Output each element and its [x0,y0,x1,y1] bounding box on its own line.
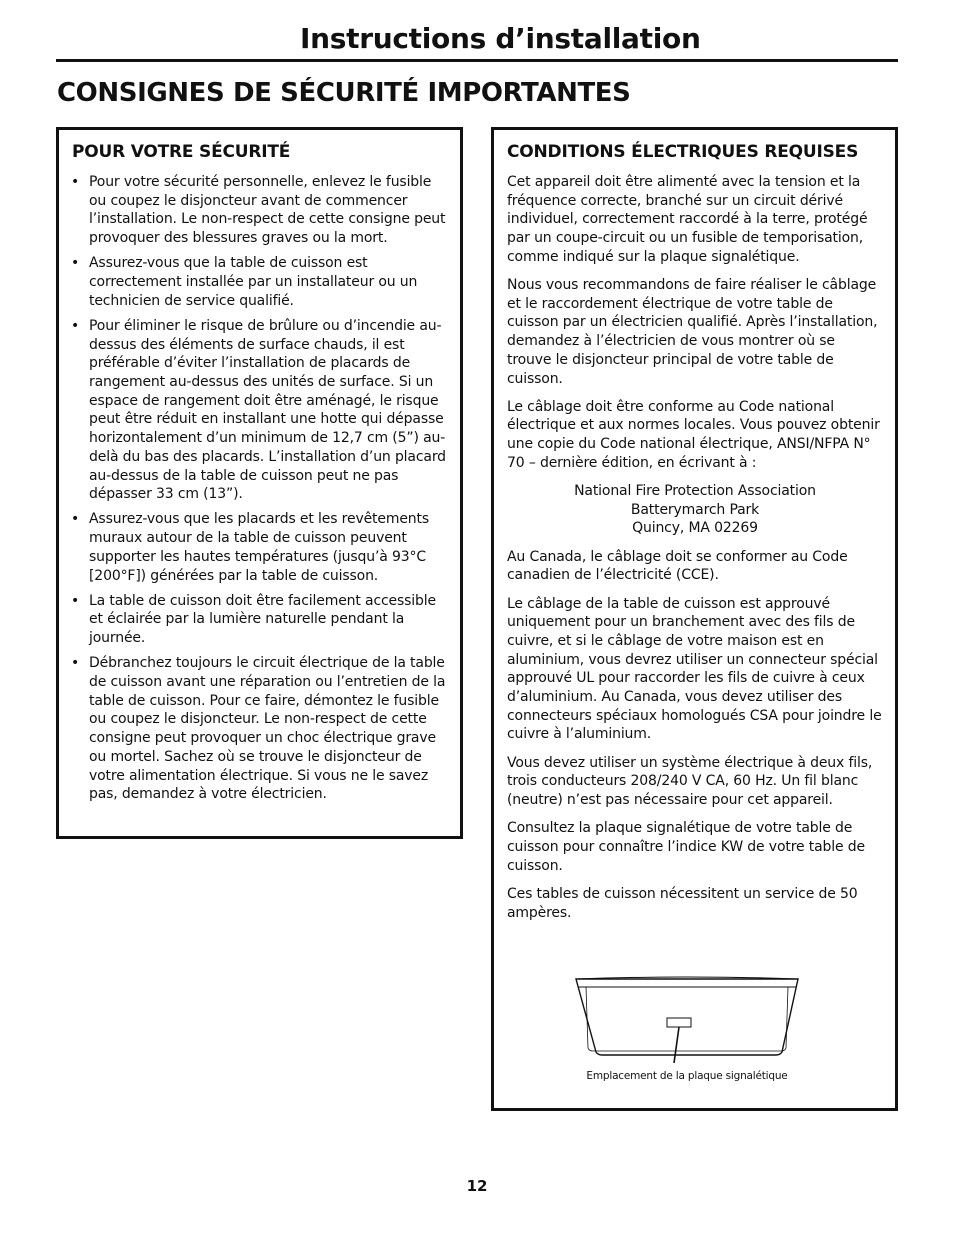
diagram-caption: Emplacement de la plaque signalétique [586,1070,788,1082]
safety-bullet: • Assurez-vous que les placards et les revêtements muraux autour de la table de cuisson peuvent supporter les hautes températures (jusqu’à 93°C [200°F]) générées par la table de cuisson. [71,510,451,585]
electrical-paragraph: Consultez la plaque signalétique de votre table de cuisson pour connaître l’indice KW de votre table de cuisson. [507,820,865,874]
electrical-paragraph: Au Canada, le câblage doit se conformer au Code canadien de l’électricité (CCE). [507,548,848,584]
safety-bullet-list [71,173,451,811]
header-rule [56,59,898,62]
electrical-paragraph: Le câblage doit être conforme au Code national électrique et aux normes locales. Vous pouvez obtenir une copie du Code national électrique, ANSI/NFPA N° 70 – dernière édition, en écrivant à : [507,398,880,471]
address-line: National Fire Protection Association [574,483,816,500]
nfpa-address [507,482,883,538]
safety-bullet: • La table de cuisson doit être facilement accessible et éclairée par la lumière naturelle pendant la journée. [71,592,451,648]
page-number: 12 [466,1177,488,1195]
header-title: Instructions d’installation [300,22,701,55]
electrical-paragraph: Le câblage de la table de cuisson est approuvé uniquement pour un branchement avec des fils de cuivre, et si le câblage de votre maison est en aluminium, vous devrez utiliser un connecteur spécial approuvé UL pour raccorder les fils de cuivre à ceux d’aluminium. Au Canada, vous devez utiliser des connecteurs spéciaux homologués CSA pour joindre le cuivre à l’aluminium. [507,595,882,743]
page-heading: CONSIGNES DE SÉCURITÉ IMPORTANTES [57,78,631,108]
electrical-box [491,127,898,1111]
electrical-paragraph: Vous devez utiliser un système électrique à deux fils, trois conducteurs 208/240 V CA, 60 Hz. Un fil blanc (neutre) n’est pas nécessaire pour cet appareil. [507,754,873,809]
electrical-box-title: CONDITIONS ÉLECTRIQUES REQUISES [507,142,859,162]
safety-box-title: POUR VOTRE SÉCURITÉ [72,142,291,162]
safety-bullet: • Assurez-vous que la table de cuisson est correctement installée par un installateur ou un technicien de service qualifié. [71,254,451,310]
address-line: Batterymarch Park [630,501,760,518]
safety-bullet: • Pour éliminer le risque de brûlure ou d’incendie au-dessus des éléments de surface chauds, il est préférable d’éviter l’installation de placards de rangement au-dessus des unités de surface. Si un espace de rangement doit être aménagé, le risque peut être réduit en installant une hotte qui dépasse horizontalement d’un minimum de 12,7 cm (5”) au-delà du bas des placards. L’installation d’un placard au-dessus de la table de cuisson peut ne pas dépasser 33 cm (13”). [71,317,451,504]
electrical-body [507,173,883,932]
safety-box [56,127,463,839]
address-line: Quincy, MA 02269 [632,520,758,537]
safety-bullet: • Débranchez toujours le circuit électrique de la table de cuisson avant une réparation ou l’entretien de la table de cuisson. Pour ce faire, démontez le fusible ou coupez le disjoncteur. Le non-respect de cette consigne peut provoquer un choc électrique grave ou mortel. Sachez où se trouve le disjoncteur de votre alimentation électrique. Si vous ne le savez pas, demandez à votre électricien. [71,654,451,804]
electrical-paragraph: Ces tables de cuisson nécessitent un service de 50 ampères. [507,885,858,921]
electrical-paragraph: Nous vous recommandons de faire réaliser le câblage et le raccordement électrique de votre table de cuisson par un électricien qualifié. Après l’installation, demandez à l’électricien de vous montrer où se trouve le disjoncteur principal de votre table de cuisson. [507,277,878,387]
safety-bullet: • Pour votre sécurité personnelle, enlevez le fusible ou coupez le disjoncteur avant de commencer l’installation. Le non-respect de cette consigne peut provoquer des blessures graves ou la mort. [71,173,451,248]
electrical-paragraph: Cet appareil doit être alimenté avec la tension et la fréquence correcte, branché sur un circuit dérivé individuel, correctement raccordé à la terre, protégé par un coupe-circuit ou un fusible de temporisation, comme indiqué sur la plaque signalétique. [507,174,868,265]
